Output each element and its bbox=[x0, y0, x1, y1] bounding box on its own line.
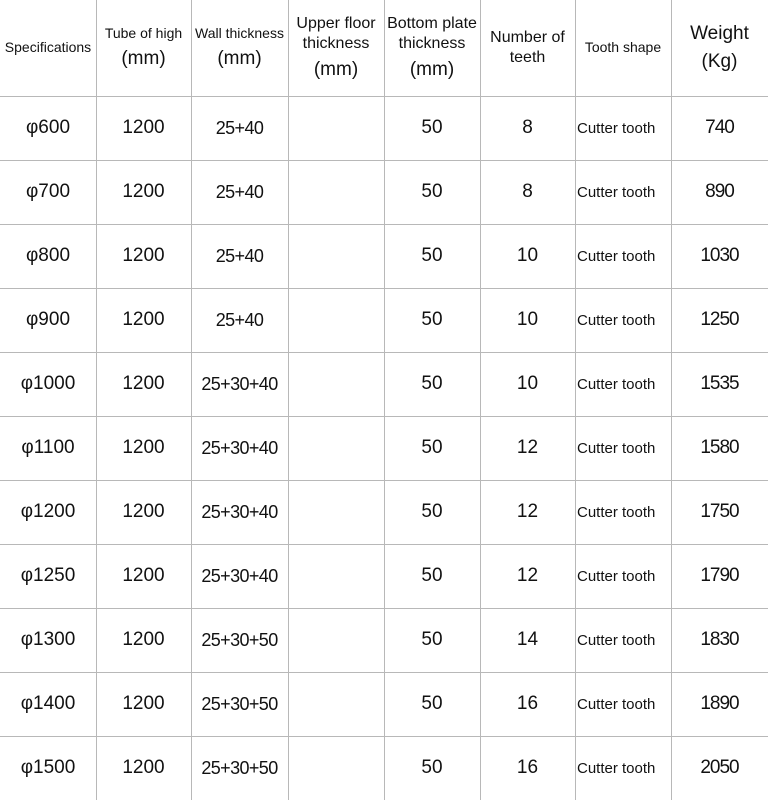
header-title-line2: thickness bbox=[398, 35, 466, 53]
cell-bottom-plate-thickness: 50 bbox=[421, 693, 443, 714]
header-bottom-plate-thickness bbox=[384, 0, 480, 96]
cell-bottom-plate-thickness: 50 bbox=[421, 565, 443, 586]
cell-weight: 890 bbox=[705, 181, 734, 202]
cell-wall-thickness: 25+40 bbox=[215, 309, 264, 330]
cell-tooth-shape: Cutter tooth bbox=[577, 375, 656, 393]
cell-specification: φ1100 bbox=[21, 437, 75, 458]
cell-upper-floor-thickness bbox=[288, 288, 384, 352]
cell-upper-floor-thickness bbox=[288, 736, 384, 800]
cell-number-of-teeth: 12 bbox=[516, 501, 539, 522]
header-title: Bottom plate bbox=[387, 15, 477, 33]
cell-specification: φ1200 bbox=[20, 501, 76, 522]
cell-wall-thickness: 25+30+50 bbox=[201, 629, 278, 650]
cell-tube-height: 1200 bbox=[122, 693, 165, 714]
header-unit: (mm) bbox=[121, 47, 166, 69]
cell-weight: 1890 bbox=[700, 693, 739, 714]
header-number-of-teeth bbox=[480, 0, 575, 96]
header-title: Tube of high bbox=[104, 25, 183, 42]
header-tooth-shape bbox=[575, 0, 671, 96]
cell-tube-height: 1200 bbox=[122, 565, 165, 586]
cell-tube-height: 1200 bbox=[122, 309, 165, 330]
header-title: Weight bbox=[690, 23, 749, 45]
cell-upper-floor-thickness bbox=[288, 352, 384, 416]
cell-weight: 2050 bbox=[700, 757, 739, 778]
cell-bottom-plate-thickness: 50 bbox=[421, 309, 443, 330]
cell-tube-height: 1200 bbox=[122, 757, 165, 778]
cell-number-of-teeth: 16 bbox=[516, 757, 539, 778]
cell-tooth-shape: Cutter tooth bbox=[577, 439, 656, 457]
cell-upper-floor-thickness bbox=[288, 480, 384, 544]
header-wall-thickness bbox=[191, 0, 288, 96]
cell-specification: φ800 bbox=[25, 245, 71, 266]
cell-upper-floor-thickness bbox=[288, 416, 384, 480]
cell-wall-thickness: 25+30+40 bbox=[201, 373, 278, 394]
cell-tooth-shape: Cutter tooth bbox=[577, 567, 656, 585]
cell-wall-thickness: 25+30+40 bbox=[201, 437, 278, 458]
header-unit: (Kg) bbox=[701, 51, 738, 72]
cell-number-of-teeth: 12 bbox=[516, 437, 539, 458]
cell-wall-thickness: 25+40 bbox=[215, 181, 264, 202]
cell-wall-thickness: 25+30+50 bbox=[201, 693, 278, 714]
cell-weight: 1580 bbox=[700, 437, 739, 458]
cell-tooth-shape: Cutter tooth bbox=[577, 695, 656, 713]
header-tube-height bbox=[96, 0, 191, 96]
cell-specification: φ1300 bbox=[20, 629, 76, 650]
cell-weight: 1750 bbox=[700, 501, 739, 522]
cell-specification: φ900 bbox=[25, 309, 71, 330]
cell-tube-height: 1200 bbox=[122, 373, 165, 394]
header-title-line2: thickness bbox=[302, 35, 370, 53]
header-unit: (mm) bbox=[217, 47, 262, 69]
header-specification bbox=[0, 0, 96, 96]
cell-specification: φ1250 bbox=[20, 565, 76, 586]
cell-wall-thickness: 25+30+40 bbox=[201, 565, 278, 586]
cell-specification: φ1400 bbox=[20, 693, 76, 714]
cell-tooth-shape: Cutter tooth bbox=[577, 247, 656, 265]
cell-tube-height: 1200 bbox=[122, 437, 165, 458]
cell-tooth-shape: Cutter tooth bbox=[577, 759, 656, 777]
cell-tooth-shape: Cutter tooth bbox=[577, 503, 656, 521]
header-title: Wall thickness bbox=[195, 25, 284, 42]
cell-tube-height: 1200 bbox=[122, 117, 165, 138]
cell-tooth-shape: Cutter tooth bbox=[577, 119, 656, 137]
header-upper-floor-thickness bbox=[288, 0, 384, 96]
cell-upper-floor-thickness bbox=[288, 224, 384, 288]
cell-specification: φ600 bbox=[25, 117, 71, 138]
header-title: Specifications bbox=[4, 39, 92, 56]
cell-weight: 1790 bbox=[700, 565, 739, 586]
cell-number-of-teeth: 8 bbox=[522, 181, 533, 202]
cell-wall-thickness: 25+30+50 bbox=[201, 757, 278, 778]
cell-weight: 1535 bbox=[700, 373, 739, 394]
cell-tube-height: 1200 bbox=[122, 245, 165, 266]
cell-tube-height: 1200 bbox=[122, 181, 165, 202]
cell-weight: 1250 bbox=[700, 309, 739, 330]
cell-weight: 1030 bbox=[700, 245, 739, 266]
cell-upper-floor-thickness bbox=[288, 608, 384, 672]
header-weight bbox=[671, 0, 768, 96]
cell-specification: φ700 bbox=[25, 181, 71, 202]
cell-specification: φ1500 bbox=[20, 757, 76, 778]
cell-bottom-plate-thickness: 50 bbox=[421, 181, 443, 202]
cell-weight: 1830 bbox=[700, 629, 739, 650]
cell-number-of-teeth: 8 bbox=[522, 117, 533, 138]
cell-tube-height: 1200 bbox=[122, 629, 165, 650]
cell-wall-thickness: 25+30+40 bbox=[201, 501, 278, 522]
cell-specification: φ1000 bbox=[20, 373, 76, 394]
cell-number-of-teeth: 10 bbox=[516, 373, 539, 394]
cell-bottom-plate-thickness: 50 bbox=[421, 501, 443, 522]
header-unit: (mm) bbox=[409, 59, 455, 81]
cell-bottom-plate-thickness: 50 bbox=[421, 437, 443, 458]
header-title-line2: teeth bbox=[509, 49, 546, 66]
cell-number-of-teeth: 10 bbox=[516, 245, 539, 266]
cell-upper-floor-thickness bbox=[288, 96, 384, 160]
cell-number-of-teeth: 14 bbox=[516, 629, 539, 650]
header-title: Upper floor bbox=[296, 15, 376, 33]
cell-number-of-teeth: 16 bbox=[516, 693, 539, 714]
cell-upper-floor-thickness bbox=[288, 544, 384, 608]
cell-wall-thickness: 25+40 bbox=[215, 117, 264, 138]
header-unit: (mm) bbox=[313, 59, 359, 81]
cell-upper-floor-thickness bbox=[288, 672, 384, 736]
cell-tooth-shape: Cutter tooth bbox=[577, 183, 656, 201]
cell-bottom-plate-thickness: 50 bbox=[421, 757, 443, 778]
cell-bottom-plate-thickness: 50 bbox=[421, 117, 443, 138]
cell-wall-thickness: 25+40 bbox=[215, 245, 264, 266]
cell-tooth-shape: Cutter tooth bbox=[577, 631, 656, 649]
cell-weight: 740 bbox=[705, 117, 734, 138]
cell-tube-height: 1200 bbox=[122, 501, 165, 522]
cell-upper-floor-thickness bbox=[288, 160, 384, 224]
cell-bottom-plate-thickness: 50 bbox=[421, 629, 443, 650]
cell-bottom-plate-thickness: 50 bbox=[421, 245, 443, 266]
cell-tooth-shape: Cutter tooth bbox=[577, 311, 656, 329]
cell-number-of-teeth: 10 bbox=[516, 309, 539, 330]
cell-bottom-plate-thickness: 50 bbox=[421, 373, 443, 394]
header-title: Number of bbox=[490, 29, 565, 46]
cell-number-of-teeth: 12 bbox=[516, 565, 539, 586]
header-title: Tooth shape bbox=[584, 39, 662, 56]
